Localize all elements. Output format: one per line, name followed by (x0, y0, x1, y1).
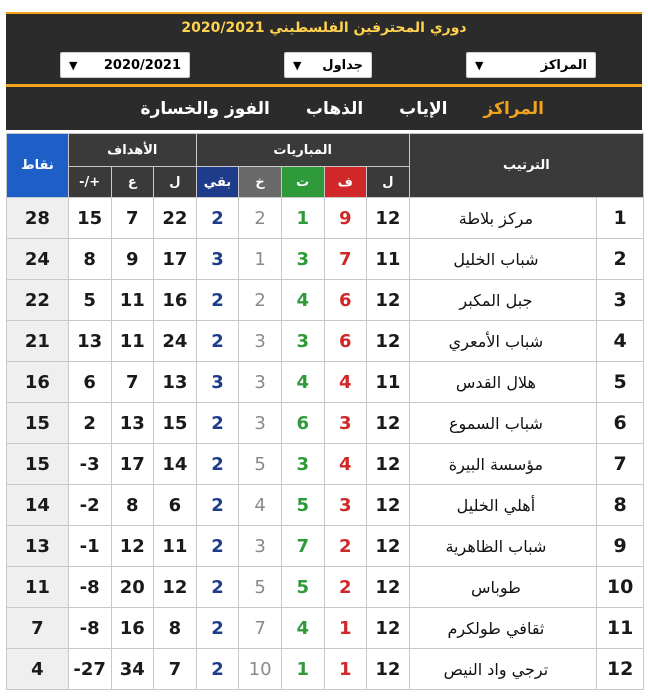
cell-points: 21 (7, 321, 69, 362)
cell-gf: 24 (154, 321, 197, 362)
cell-drawn: 1 (239, 239, 282, 280)
cell-team: شباب الظاهرية (409, 526, 596, 567)
cell-won: 4 (281, 280, 324, 321)
cell-rank: 9 (597, 526, 644, 567)
cell-team: جبل المكبر (409, 280, 596, 321)
cell-gf: 22 (154, 198, 197, 239)
matches-header: المباريات (196, 134, 409, 167)
cell-lost: 1 (324, 608, 367, 649)
cell-won: 1 (281, 649, 324, 690)
cell-gd: 5 (68, 280, 111, 321)
rank-header: الترتيب (409, 134, 643, 198)
cell-won: 1 (281, 198, 324, 239)
cell-ga: 16 (111, 608, 154, 649)
cell-won: 5 (281, 567, 324, 608)
cell-won: 7 (281, 526, 324, 567)
tab-second-leg[interactable]: الإياب (399, 98, 448, 119)
cell-team: ثقافي طولكرم (409, 608, 596, 649)
points-header: نقاط (7, 134, 69, 198)
cell-points: 24 (7, 239, 69, 280)
cell-rank: 5 (597, 362, 644, 403)
won-header: ت (281, 167, 324, 198)
view-select-value: جداول (322, 57, 363, 73)
cell-rank: 7 (597, 444, 644, 485)
season-select[interactable] (60, 52, 190, 78)
cell-gd: 2 (68, 403, 111, 444)
header-panel (6, 12, 642, 130)
cell-rank: 3 (597, 280, 644, 321)
goals-for-header: ل (154, 167, 197, 198)
cell-drawn: 5 (239, 444, 282, 485)
cell-points: 28 (7, 198, 69, 239)
table-row[interactable] (7, 403, 644, 444)
cell-played: 11 (367, 239, 410, 280)
type-select-value: المراكز (540, 57, 587, 73)
cell-team: شباب الخليل (409, 239, 596, 280)
cell-won: 5 (281, 485, 324, 526)
lost-header: ف (324, 167, 367, 198)
cell-drawn: 2 (239, 198, 282, 239)
cell-ga: 13 (111, 403, 154, 444)
cell-gd: 3- (68, 444, 111, 485)
cell-team: أهلي الخليل (409, 485, 596, 526)
cell-drawn: 3 (239, 321, 282, 362)
cell-team: ترجي واد النيص (409, 649, 596, 690)
cell-remaining: 2 (196, 526, 239, 567)
cell-lost: 6 (324, 280, 367, 321)
table-row[interactable] (7, 526, 644, 567)
chevron-down-icon: ▼ (475, 58, 484, 72)
cell-won: 3 (281, 321, 324, 362)
cell-rank: 11 (597, 608, 644, 649)
table-row[interactable] (7, 198, 644, 239)
cell-team: شباب السموع (409, 403, 596, 444)
cell-played: 12 (367, 321, 410, 362)
cell-ga: 12 (111, 526, 154, 567)
cell-won: 3 (281, 444, 324, 485)
cell-remaining: 2 (196, 198, 239, 239)
cell-gf: 11 (154, 526, 197, 567)
cell-ga: 34 (111, 649, 154, 690)
league-title: دوري المحترفين الفلسطيني 2020/2021 (181, 20, 467, 36)
cell-points: 14 (7, 485, 69, 526)
cell-drawn: 4 (239, 485, 282, 526)
cell-played: 12 (367, 485, 410, 526)
table-row[interactable] (7, 649, 644, 690)
chevron-down-icon: ▼ (69, 58, 78, 72)
table-row[interactable] (7, 239, 644, 280)
cell-ga: 9 (111, 239, 154, 280)
cell-gd: 8- (68, 567, 111, 608)
tab-standings[interactable]: المراكز (483, 98, 544, 119)
table-row[interactable] (7, 567, 644, 608)
cell-team: طوباس (409, 567, 596, 608)
cell-lost: 4 (324, 444, 367, 485)
cell-remaining: 3 (196, 362, 239, 403)
table-row[interactable] (7, 444, 644, 485)
cell-remaining: 2 (196, 608, 239, 649)
table-row[interactable] (7, 362, 644, 403)
cell-gf: 12 (154, 567, 197, 608)
cell-gf: 7 (154, 649, 197, 690)
cell-drawn: 3 (239, 362, 282, 403)
cell-remaining: 2 (196, 649, 239, 690)
cell-played: 12 (367, 608, 410, 649)
cell-ga: 11 (111, 280, 154, 321)
cell-rank: 1 (597, 198, 644, 239)
cell-drawn: 2 (239, 280, 282, 321)
cell-points: 4 (7, 649, 69, 690)
cell-rank: 4 (597, 321, 644, 362)
table-row[interactable] (7, 321, 644, 362)
cell-won: 6 (281, 403, 324, 444)
type-select[interactable] (466, 52, 596, 78)
cell-lost: 1 (324, 649, 367, 690)
standings-table (6, 133, 644, 690)
cell-remaining: 2 (196, 403, 239, 444)
cell-points: 13 (7, 526, 69, 567)
cell-gf: 14 (154, 444, 197, 485)
cell-rank: 12 (597, 649, 644, 690)
cell-drawn: 3 (239, 403, 282, 444)
cell-points: 15 (7, 403, 69, 444)
goal-diff-header: +/- (68, 167, 111, 198)
season-select-value: 2020/2021 (103, 57, 181, 73)
cell-remaining: 2 (196, 280, 239, 321)
cell-team: هلال القدس (409, 362, 596, 403)
cell-played: 12 (367, 526, 410, 567)
tab-first-leg[interactable]: الذهاب (305, 98, 364, 119)
cell-ga: 7 (111, 198, 154, 239)
cell-won: 4 (281, 608, 324, 649)
cell-remaining: 2 (196, 567, 239, 608)
goals-against-header: ع (111, 167, 154, 198)
cell-lost: 3 (324, 485, 367, 526)
cell-team: شباب الأمعري (409, 321, 596, 362)
chevron-down-icon: ▼ (293, 58, 302, 72)
cell-gd: 15 (68, 198, 111, 239)
cell-remaining: 2 (196, 321, 239, 362)
cell-played: 12 (367, 649, 410, 690)
cell-lost: 3 (324, 403, 367, 444)
cell-rank: 10 (597, 567, 644, 608)
view-select[interactable] (284, 52, 372, 78)
cell-points: 7 (7, 608, 69, 649)
tab-win-loss[interactable]: الفوز والخسارة (140, 98, 270, 119)
cell-lost: 4 (324, 362, 367, 403)
cell-points: 22 (7, 280, 69, 321)
cell-played: 11 (367, 362, 410, 403)
cell-drawn: 5 (239, 567, 282, 608)
table-row[interactable] (7, 280, 644, 321)
cell-played: 12 (367, 567, 410, 608)
tab-bar (6, 87, 642, 130)
cell-gf: 13 (154, 362, 197, 403)
goals-header: الأهداف (68, 134, 196, 167)
cell-drawn: 10 (239, 649, 282, 690)
cell-points: 16 (7, 362, 69, 403)
cell-lost: 9 (324, 198, 367, 239)
table-row[interactable] (7, 485, 644, 526)
cell-gd: 8- (68, 608, 111, 649)
played-header: ل (367, 167, 410, 198)
cell-lost: 7 (324, 239, 367, 280)
cell-rank: 2 (597, 239, 644, 280)
cell-team: مركز بلاطة (409, 198, 596, 239)
cell-points: 11 (7, 567, 69, 608)
cell-ga: 8 (111, 485, 154, 526)
cell-lost: 6 (324, 321, 367, 362)
cell-gf: 17 (154, 239, 197, 280)
cell-gf: 8 (154, 608, 197, 649)
cell-won: 3 (281, 239, 324, 280)
cell-played: 12 (367, 403, 410, 444)
cell-gd: 2- (68, 485, 111, 526)
cell-remaining: 3 (196, 239, 239, 280)
cell-gd: 27- (68, 649, 111, 690)
cell-played: 12 (367, 444, 410, 485)
drawn-header: خ (239, 167, 282, 198)
cell-remaining: 2 (196, 485, 239, 526)
cell-drawn: 7 (239, 608, 282, 649)
cell-lost: 2 (324, 526, 367, 567)
table-row[interactable] (7, 608, 644, 649)
cell-ga: 20 (111, 567, 154, 608)
cell-gd: 13 (68, 321, 111, 362)
cell-rank: 6 (597, 403, 644, 444)
cell-gd: 6 (68, 362, 111, 403)
cell-gf: 6 (154, 485, 197, 526)
cell-gf: 15 (154, 403, 197, 444)
cell-won: 4 (281, 362, 324, 403)
cell-drawn: 3 (239, 526, 282, 567)
cell-ga: 17 (111, 444, 154, 485)
cell-rank: 8 (597, 485, 644, 526)
remaining-header: بقي (196, 167, 239, 198)
cell-gd: 1- (68, 526, 111, 567)
cell-played: 12 (367, 198, 410, 239)
cell-gf: 16 (154, 280, 197, 321)
cell-points: 15 (7, 444, 69, 485)
cell-remaining: 2 (196, 444, 239, 485)
cell-ga: 11 (111, 321, 154, 362)
cell-ga: 7 (111, 362, 154, 403)
cell-lost: 2 (324, 567, 367, 608)
cell-gd: 8 (68, 239, 111, 280)
cell-played: 12 (367, 280, 410, 321)
cell-team: مؤسسة البيرة (409, 444, 596, 485)
